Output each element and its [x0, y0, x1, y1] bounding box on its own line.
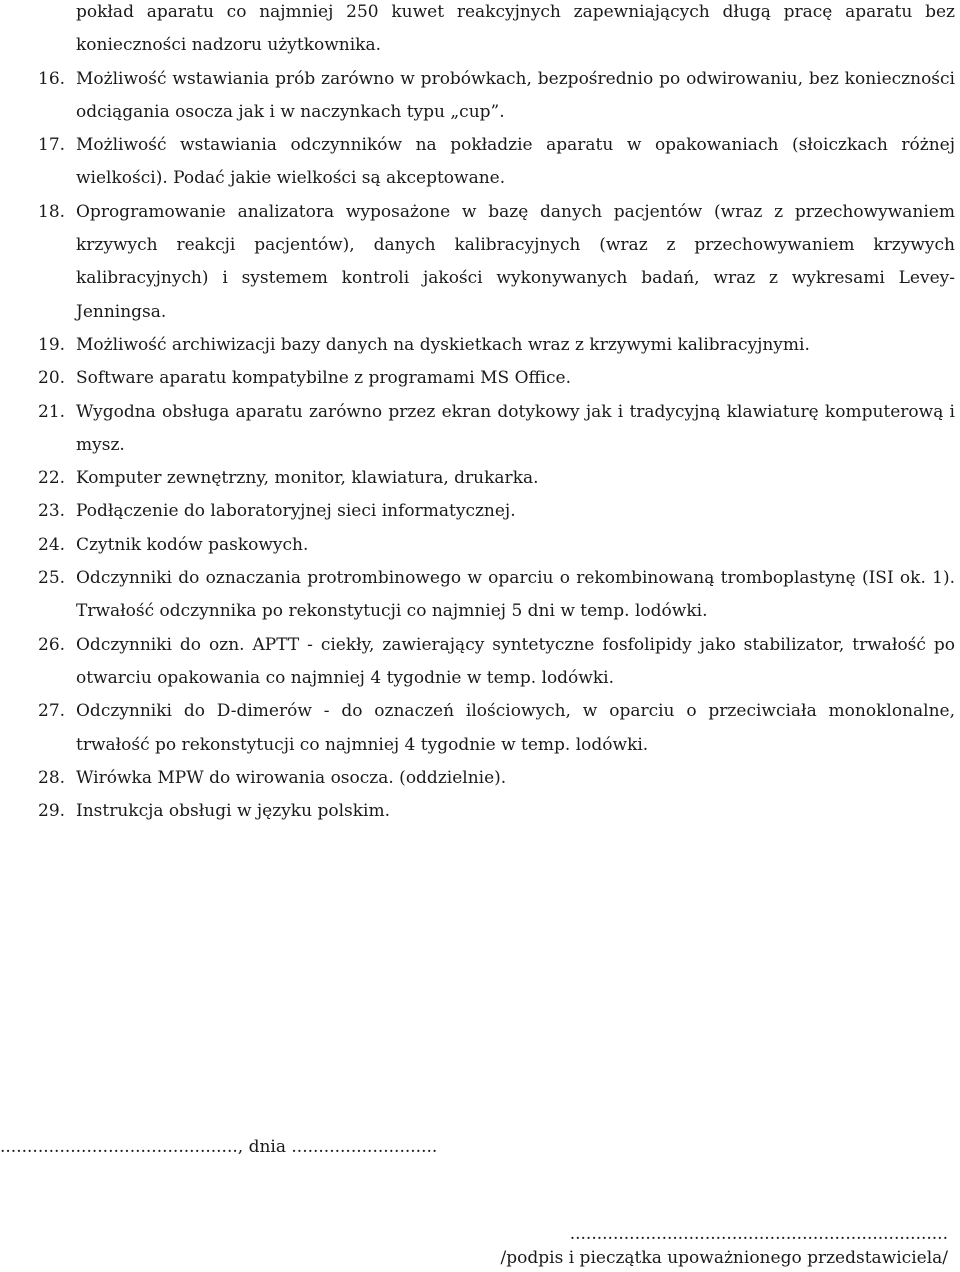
list-item: [0, 63, 960, 130]
item-number: 16.: [38, 68, 66, 89]
list-item: [0, 562, 960, 629]
item-number: 27.: [38, 701, 66, 722]
list-item: [0, 529, 960, 562]
item-number: 29.: [38, 801, 66, 822]
list-item: [0, 462, 960, 495]
item-text: Odczynniki do oznaczania protrombinowego w oparciu o rekombinowaną tromboplastynę (ISI ok. 1). Trwałość odczynnika po rekonstytucji co najmniej 5 dni w temp. lodówki.: [76, 568, 955, 622]
item-number: 26.: [38, 634, 66, 655]
item-number: 17.: [38, 135, 66, 156]
list-item: [0, 0, 960, 63]
item-text: Odczynniki do ozn. APTT - ciekły, zawierający syntetyczne fosfolipidy jako stabilizator, trwałość po otwarciu opakowania co najmniej 4 tygodnie w temp. lodówki.: [76, 634, 955, 688]
item-number: 19.: [38, 334, 66, 355]
item-text: Software aparatu kompatybilne z programami MS Office.: [76, 368, 572, 389]
list-item: [0, 129, 960, 196]
list-item: [0, 762, 960, 795]
item-text: Odczynniki do D-dimerów - do oznaczeń ilościowych, w oparciu o przeciwciała monoklonalne, trwałość po rekonstytucji co najmniej 4 tygodnie w temp. lodówki.: [76, 701, 955, 755]
item-number: 21.: [38, 401, 66, 422]
item-text: Możliwość archiwizacji bazy danych na dyskietkach wraz z krzywymi kalibracyjnymi.: [76, 334, 810, 355]
item-text: Czytnik kodów paskowych.: [76, 534, 309, 555]
item-number: 20.: [38, 368, 66, 389]
list-item: [0, 695, 960, 762]
item-number: 25.: [38, 568, 66, 589]
item-text: Wygodna obsługa aparatu zarówno przez ekran dotykowy jak i tradycyjną klawiaturę komputerową i mysz.: [76, 401, 955, 455]
list-item: [0, 396, 960, 463]
item-number: 18.: [38, 201, 66, 222]
item-text: pokład aparatu co najmniej 250 kuwet reakcyjnych zapewniających długą pracę aparatu bez konieczności nadzoru użytkownika.: [76, 2, 955, 56]
item-text: Podłączenie do laboratoryjnej sieci informatycznej.: [76, 501, 516, 522]
item-number: 22.: [38, 468, 66, 489]
place-date-line: ............................................, dnia ...........................: [0, 1137, 438, 1157]
item-text: Instrukcja obsługi w języku polskim.: [76, 801, 390, 822]
list-item: [0, 196, 960, 329]
signature-caption: /podpis i pieczątka upoważnionego przedstawiciela/: [500, 1248, 948, 1268]
list-item: [0, 629, 960, 696]
item-text: Możliwość wstawiania prób zarówno w probówkach, bezpośrednio po odwirowaniu, bez konieczności odciągania osocza jak i w naczynkach typu „cup”.: [76, 68, 955, 122]
list-item: [0, 495, 960, 528]
list-item: [0, 362, 960, 395]
list-item: [0, 329, 960, 362]
item-text: Oprogramowanie analizatora wyposażone w bazę danych pacjentów (wraz z przechowywaniem krzywych reakcji pacjentów), danych kalibracyjnych (wraz z przechowywaniem krzywych kalibracyjnych) i systemem kontroli jakości wykonywanych badań, wraz z wykresami Levey-Jenningsa.: [76, 201, 955, 322]
item-number: 23.: [38, 501, 66, 522]
signature-dots: ......................................................................: [569, 1224, 948, 1244]
item-text: Wirówka MPW do wirowania osocza. (oddzielnie).: [76, 767, 507, 788]
item-text: Komputer zewnętrzny, monitor, klawiatura, drukarka.: [76, 468, 539, 489]
item-number: 28.: [38, 767, 66, 788]
item-number: 24.: [38, 534, 66, 555]
item-text: Możliwość wstawiania odczynników na pokładzie aparatu w opakowaniach (słoiczkach różnej wielkości). Podać jakie wielkości są akceptowane.: [76, 135, 955, 189]
list-item: [0, 795, 960, 828]
